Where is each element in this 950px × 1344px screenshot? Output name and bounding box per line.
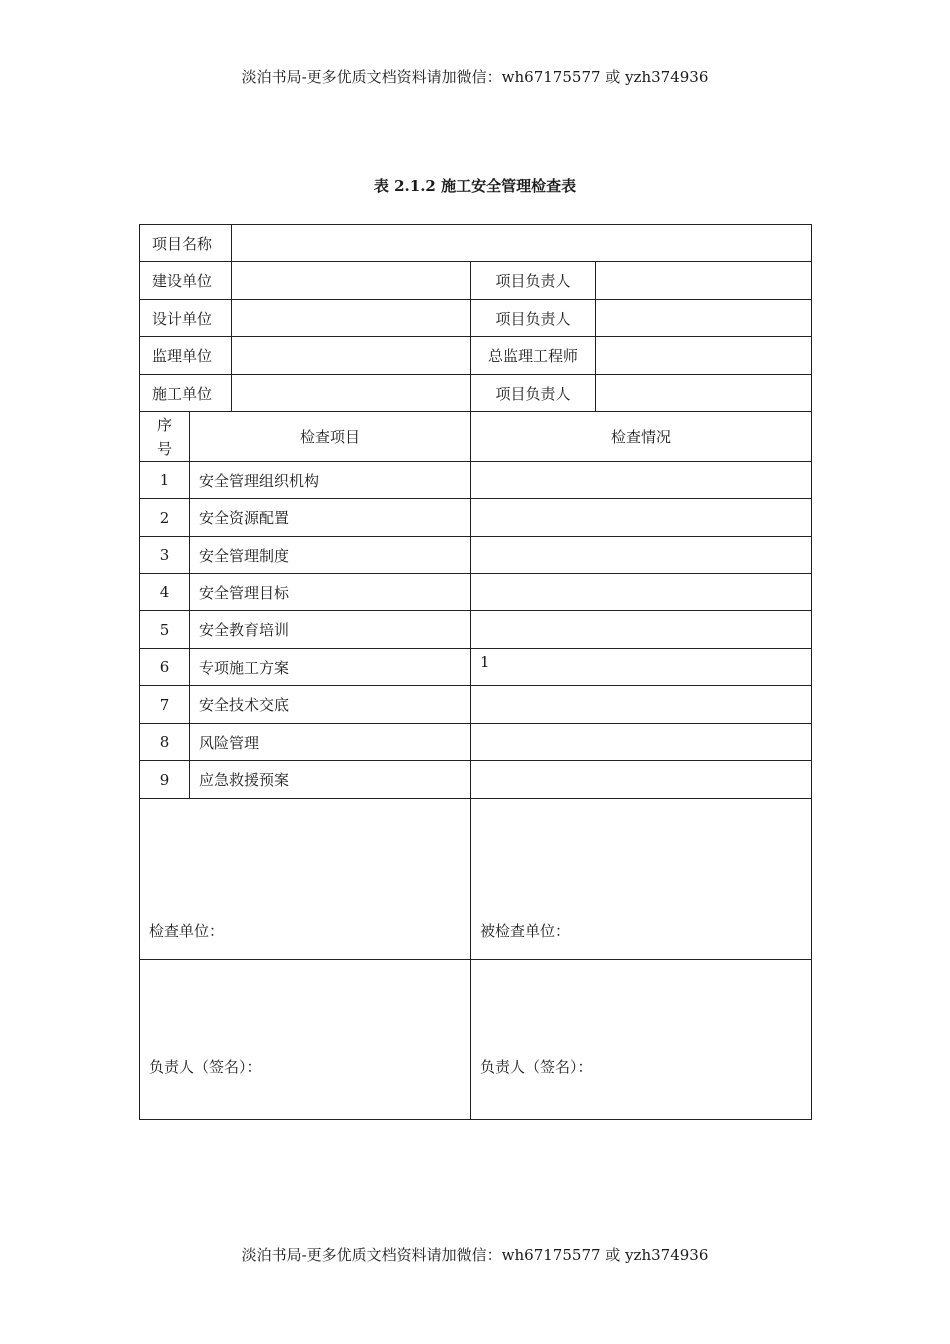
item-name: 风险管理 (190, 724, 471, 761)
table-row (140, 724, 812, 761)
page-header: 淡泊书局-更多优质文档资料请加微信：wh67175577 或 yzh374936 (241, 68, 709, 86)
table-row (140, 686, 812, 724)
project-name-value[interactable] (232, 225, 812, 262)
table-row (140, 574, 812, 611)
item-number: 7 (140, 686, 190, 724)
table-title: 表 2.1.2 施工安全管理检查表 (373, 177, 577, 195)
seq-header-line1: 序 (156, 415, 172, 434)
item-status[interactable] (471, 462, 812, 499)
seq-header (140, 412, 190, 462)
item-number: 1 (140, 462, 190, 499)
item-name: 安全技术交底 (190, 686, 471, 724)
page-footer: 淡泊书局-更多优质文档资料请加微信：wh67175577 或 yzh374936 (241, 1246, 709, 1264)
info-role-label: 总监理工程师 (471, 337, 596, 375)
table-row (140, 462, 812, 499)
info-role-value[interactable] (596, 337, 812, 375)
info-row (140, 300, 812, 337)
table-row (140, 499, 812, 537)
item-name: 安全管理目标 (190, 574, 471, 611)
info-row (140, 337, 812, 375)
info-value[interactable] (232, 375, 471, 412)
item-number: 8 (140, 724, 190, 761)
info-value[interactable] (232, 262, 471, 300)
unit-signature-row (140, 799, 812, 960)
info-role-label: 项目负责人 (471, 375, 596, 412)
item-name: 安全教育培训 (190, 611, 471, 649)
inspector-signature-field[interactable]: 负责人（签名）： (140, 960, 471, 1120)
project-name-label: 项目名称 (140, 225, 232, 262)
project-name-row (140, 225, 812, 262)
info-label: 监理单位 (140, 337, 232, 375)
item-number: 9 (140, 761, 190, 799)
table-row (140, 761, 812, 799)
info-label: 建设单位 (140, 262, 232, 300)
inspector-unit-field[interactable]: 检查单位： (140, 799, 471, 960)
item-name: 专项施工方案 (190, 649, 471, 686)
table-row (140, 537, 812, 574)
item-status[interactable]: 1 (471, 649, 812, 686)
item-status[interactable] (471, 537, 812, 574)
item-name: 应急救援预案 (190, 761, 471, 799)
column-header-row (140, 412, 812, 462)
inspected-unit-field[interactable]: 被检查单位： (471, 799, 812, 960)
item-number: 5 (140, 611, 190, 649)
status-header: 检查情况 (471, 412, 812, 462)
info-role-value[interactable] (596, 262, 812, 300)
inspected-signature-field[interactable]: 负责人（签名）： (471, 960, 812, 1120)
item-number: 6 (140, 649, 190, 686)
info-value[interactable] (232, 300, 471, 337)
item-status[interactable] (471, 611, 812, 649)
item-status[interactable] (471, 761, 812, 799)
table-row (140, 611, 812, 649)
item-number: 3 (140, 537, 190, 574)
person-signature-row (140, 960, 812, 1120)
item-number: 4 (140, 574, 190, 611)
item-status[interactable] (471, 686, 812, 724)
info-role-label: 项目负责人 (471, 300, 596, 337)
safety-check-table (139, 224, 812, 1120)
info-label: 设计单位 (140, 300, 232, 337)
table-row (140, 649, 812, 686)
info-row (140, 262, 812, 300)
info-row (140, 375, 812, 412)
item-status[interactable] (471, 724, 812, 761)
seq-header-line2: 号 (156, 439, 172, 458)
item-name: 安全资源配置 (190, 499, 471, 537)
item-name: 安全管理组织机构 (190, 462, 471, 499)
item-header: 检查项目 (190, 412, 471, 462)
info-value[interactable] (232, 337, 471, 375)
item-status[interactable] (471, 499, 812, 537)
item-name: 安全管理制度 (190, 537, 471, 574)
info-role-value[interactable] (596, 300, 812, 337)
info-role-label: 项目负责人 (471, 262, 596, 300)
item-number: 2 (140, 499, 190, 537)
item-status[interactable] (471, 574, 812, 611)
info-role-value[interactable] (596, 375, 812, 412)
info-label: 施工单位 (140, 375, 232, 412)
